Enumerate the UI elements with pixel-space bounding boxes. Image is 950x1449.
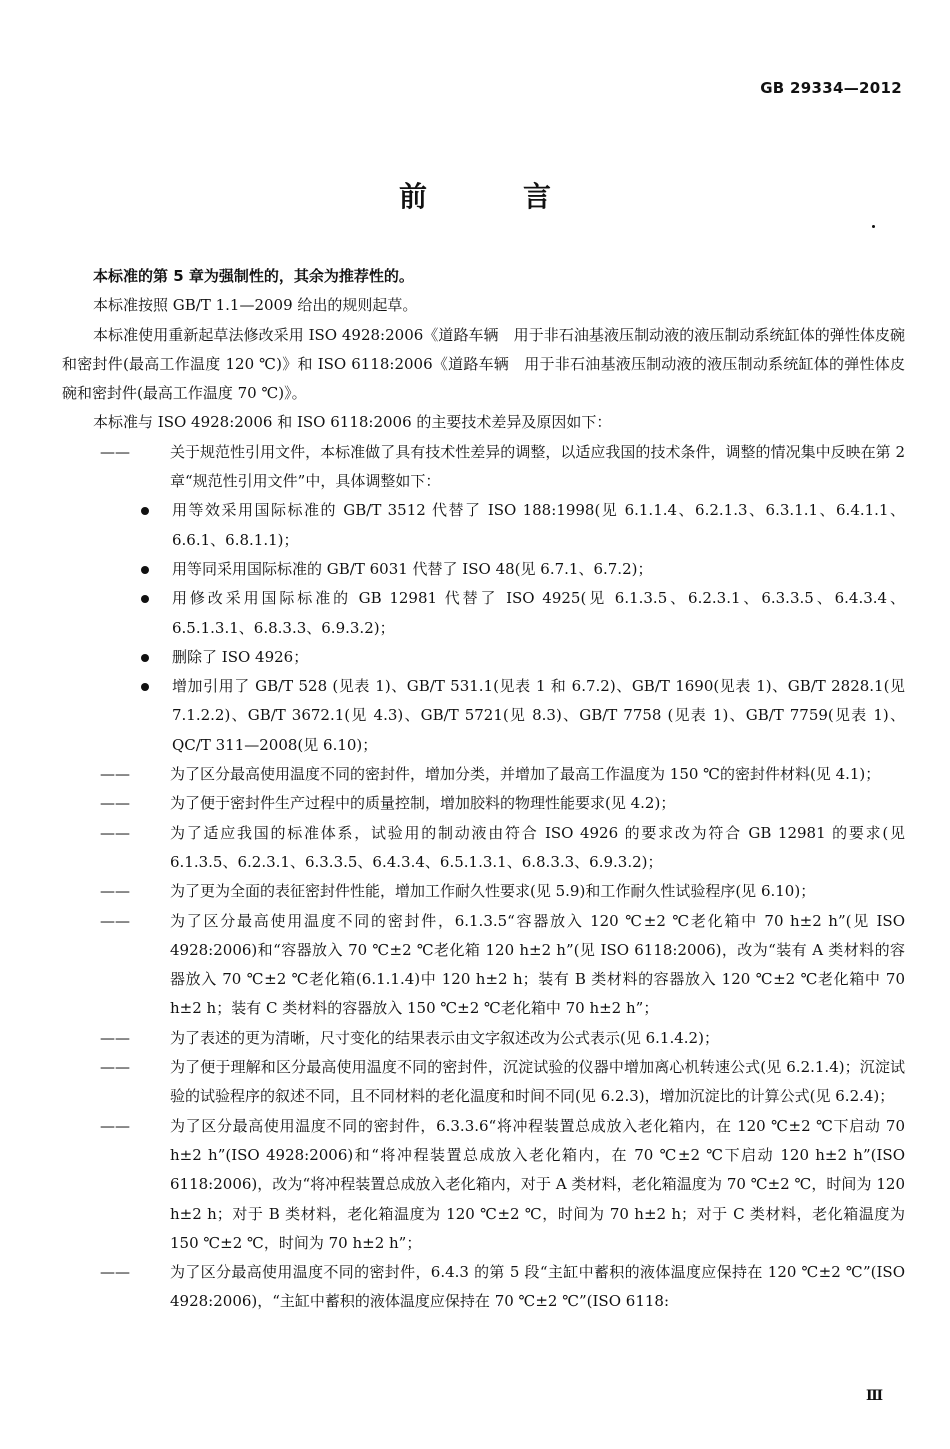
document-body [62, 262, 905, 1317]
bullet-icon [141, 507, 149, 515]
drafting-rules-paragraph: 本标准按照 GB/T 1.1—2009 给出的规则起草。 [93, 296, 418, 315]
dash-item [62, 907, 905, 1024]
list-item-text: 用等效采用国际标准的 GB/T 3512 代替了 ISO 188:1998(见 6.1.1.4、6.2.1.3、6.3.1.1、6.4.1.1、6.6.1、6.8.1.1)； [172, 501, 905, 549]
dash-item [62, 1112, 905, 1258]
page-title: 前 言 [398, 180, 585, 213]
list-item-text: 用修改采用国际标准的 GB 12981 代替了 ISO 4925(见 6.1.3.5、6.2.3.1、6.3.3.5、6.4.3.4、6.5.1.3.1、6.8.3.3、6.9.3.2)； [172, 589, 905, 637]
list-item [62, 672, 905, 760]
dash-item [62, 1024, 905, 1053]
dash-marker: —— [100, 1263, 130, 1282]
dash-marker: —— [100, 882, 130, 901]
list-item-text: 删除了 ISO 4926； [172, 647, 309, 666]
dash-item-text: 为了区分最高使用温度不同的密封件，6.1.3.5“容器放入 120 ℃±2 ℃老化箱中 70 h±2 h”(见 ISO 4928:2006)和“容器放入 70 ℃±2 ℃老化箱 120 h±2 h”(见 ISO 6118:2006)，改为“装有 A 类材料的容器放入 70 ℃±2 ℃老化箱(6.1.1.4)中 120 h±2 h；装有 B 类材料的容器放入 120 ℃±2 ℃老化箱中 70 h±2 h；装有 C 类材料的容器放入 150 ℃±2 ℃老化箱中 70 h±2 h”； [170, 911, 905, 1018]
dash-marker: —— [100, 794, 130, 813]
dash-item [62, 1258, 905, 1317]
dash-marker: —— [100, 823, 130, 842]
reference-changes-list [62, 496, 905, 760]
dash-item [62, 438, 905, 497]
dash-item-text: 为了表述的更为清晰，尺寸变化的结果表示由文字叙述改为公式表示(见 6.1.4.2)； [170, 1028, 719, 1047]
dash-marker: —— [100, 1058, 130, 1077]
dash-marker: —— [100, 911, 130, 930]
page-number: Ⅲ [865, 1388, 883, 1404]
dash-item-text: 为了区分最高使用温度不同的密封件，6.3.3.6“将冲程装置总成放入老化箱内，在 120 ℃±2 ℃下启动 70 h±2 h”(ISO 4928:2006)和“将冲程装置总成放入老化箱内，在 70 ℃±2 ℃下启动 120 h±2 h”(ISO 6118:2006)，改为“将冲程装置总成放入老化箱内，对于 A 类材料，老化箱温度为 70 ℃±2 ℃，时间为 120 h±2 h；对于 B 类材料，老化箱温度为 120 ℃±2 ℃，时间为 70 h±2 h；对于 C 类材料，老化箱温度为 150 ℃±2 ℃，时间为 70 h±2 h”； [170, 1116, 905, 1252]
dash-item [62, 877, 905, 906]
stray-mark [872, 225, 875, 228]
dash-item [62, 1053, 905, 1112]
differences-intro: 本标准与 ISO 4928:2006 和 ISO 6118:2006 的主要技术差异及原因如下： [93, 413, 612, 432]
list-item-text: 用等同采用国际标准的 GB/T 6031 代替了 ISO 48(见 6.7.1、6.7.2)； [172, 559, 653, 578]
dash-marker: —— [100, 442, 130, 461]
dash-item-text: 关于规范性引用文件，本标准做了具有技术性差异的调整，以适应我国的技术条件，调整的情况集中反映在第 2 章“规范性引用文件”中，具体调整如下： [170, 442, 905, 491]
list-item [62, 643, 905, 672]
bullet-icon [141, 683, 149, 691]
list-item [62, 555, 905, 584]
dash-item-text: 为了更为全面的表征密封件性能，增加工作耐久性要求(见 5.9)和工作耐久性试验程序(见 6.10)； [170, 882, 816, 901]
bullet-icon [141, 654, 149, 662]
dash-item [62, 819, 905, 878]
dash-item [62, 789, 905, 818]
dash-item [62, 760, 905, 789]
list-item [62, 496, 905, 555]
list-item-text: 增加引用了 GB/T 528 (见表 1)、GB/T 531.1(见表 1 和 6.7.2)、GB/T 1690(见表 1)、GB/T 2828.1(见 7.1.2.2)、GB/T 3672.1(见 4.3)、GB/T 5721(见 8.3)、GB/T 7758 (见表 1)、GB/T 7759(见表 1)、QC/T 311—2008(见 6.10)； [172, 677, 905, 754]
dash-marker: —— [100, 1116, 130, 1135]
list-item [62, 584, 905, 643]
dash-item-text: 为了适应我国的标准体系，试验用的制动液由符合 ISO 4926 的要求改为符合 GB 12981 的要求(见 6.1.3.5、6.2.3.1、6.3.3.5、6.4.3.4、6.5.1.3.1、6.8.3.3、6.9.3.2)； [170, 823, 905, 871]
dash-item-text: 为了便于密封件生产过程中的质量控制，增加胶料的物理性能要求(见 4.2)； [170, 794, 676, 813]
dash-item-text: 为了便于理解和区分最高使用温度不同的密封件，沉淀试验的仪器中增加离心机转速公式(见 6.2.1.4)；沉淀试验的试验程序的叙述不同，且不同材料的老化温度和时间不同(见 6.2.3)，增加沉淀比的计算公式(见 6.2.4)； [170, 1058, 905, 1106]
bullet-icon [141, 595, 149, 603]
dash-marker: —— [100, 1028, 130, 1047]
mandatory-statement: 本标准的第 5 章为强制性的，其余为推荐性的。 [93, 267, 414, 285]
dash-marker: —— [100, 765, 130, 784]
dash-item-text: 为了区分最高使用温度不同的密封件，增加分类，并增加了最高工作温度为 150 ℃的密封件材料(见 4.1)； [170, 765, 881, 784]
adoption-paragraph: 本标准使用重新起草法修改采用 ISO 4928:2006《道路车辆 用于非石油基液压制动液的液压制动系统缸体的弹性体皮碗和密封件(最高工作温度 120 ℃)》和 ISO 6118:2006《道路车辆 用于非石油基液压制动液的液压制动系统缸体的弹性体皮碗和密封件(最高工作温度 70 ℃)》。 [62, 325, 905, 403]
dash-item-text: 为了区分最高使用温度不同的密封件，6.4.3 的第 5 段“主缸中蓄积的液体温度应保持在 120 ℃±2 ℃”(ISO 4928:2006)，“主缸中蓄积的液体温度应保持在 70 ℃±2 ℃”(ISO 6118: [170, 1263, 905, 1311]
bullet-icon [141, 566, 149, 574]
standard-code: GB 29334—2012 [760, 79, 902, 97]
